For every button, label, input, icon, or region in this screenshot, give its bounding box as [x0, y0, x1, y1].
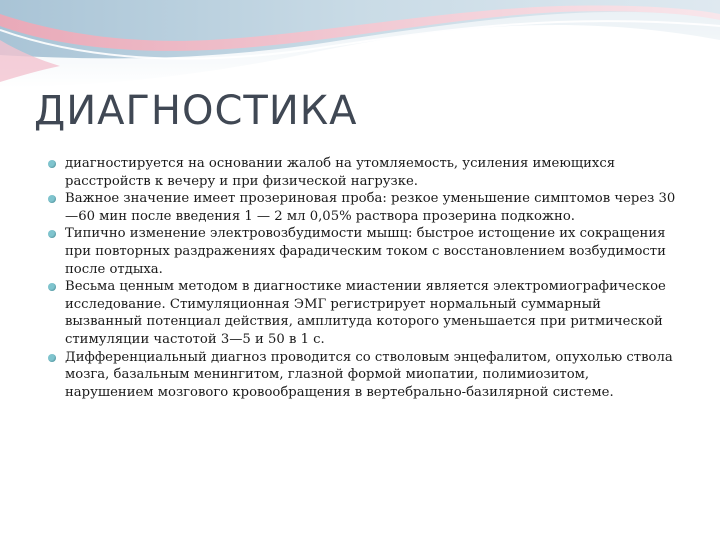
list-item: [48, 349, 676, 402]
bullet-text: Типично изменение электровозбудимости мышц: быстрое истощение их сокращения при повторных раздражениях фарадическим током с восстановлением возбудимости после отдыха.: [65, 226, 666, 277]
list-item: [48, 278, 676, 348]
list-item: [48, 225, 676, 278]
list-item: [48, 190, 676, 225]
bullet-dot-icon: [48, 354, 56, 362]
bullet-dot-icon: [48, 230, 56, 238]
decorative-wave-header: [0, 0, 720, 90]
bullet-dot-icon: [48, 160, 56, 168]
slide-title: ДИАГНОСТИКА: [34, 88, 358, 134]
bullet-dot-icon: [48, 283, 56, 291]
bullet-text: Дифференциальный диагноз проводится со стволовым энцефалитом, опухолью ствола мозга, базальным менингитом, глазной формой миопатии, полимиозитом, нарушением мозгового кровообращения в вертебрально-базилярной системе.: [65, 349, 673, 400]
bullet-dot-icon: [48, 195, 56, 203]
list-item: [48, 155, 676, 190]
bullet-text: Важное значение имеет прозериновая проба: резкое уменьшение симптомов через 30—60 мин после введения 1 — 2 мл 0,05% раствора прозерина подкожно.: [65, 191, 676, 224]
bullet-list: [48, 155, 676, 401]
bullet-text: диагностируется на основании жалоб на утомляемость, усиления имеющихся расстройств к вечеру и при физической нагрузке.: [65, 156, 616, 189]
bullet-text: Весьма ценным методом в диагностике миастении является электромиографическое исследование. Стимуляционная ЭМГ регистрирует нормальный суммарный вызванный потенциал действия, амплитуда которого уменьшается при ритмической стимуляции частотой 3—5 и 50 в 1 с.: [65, 279, 666, 347]
